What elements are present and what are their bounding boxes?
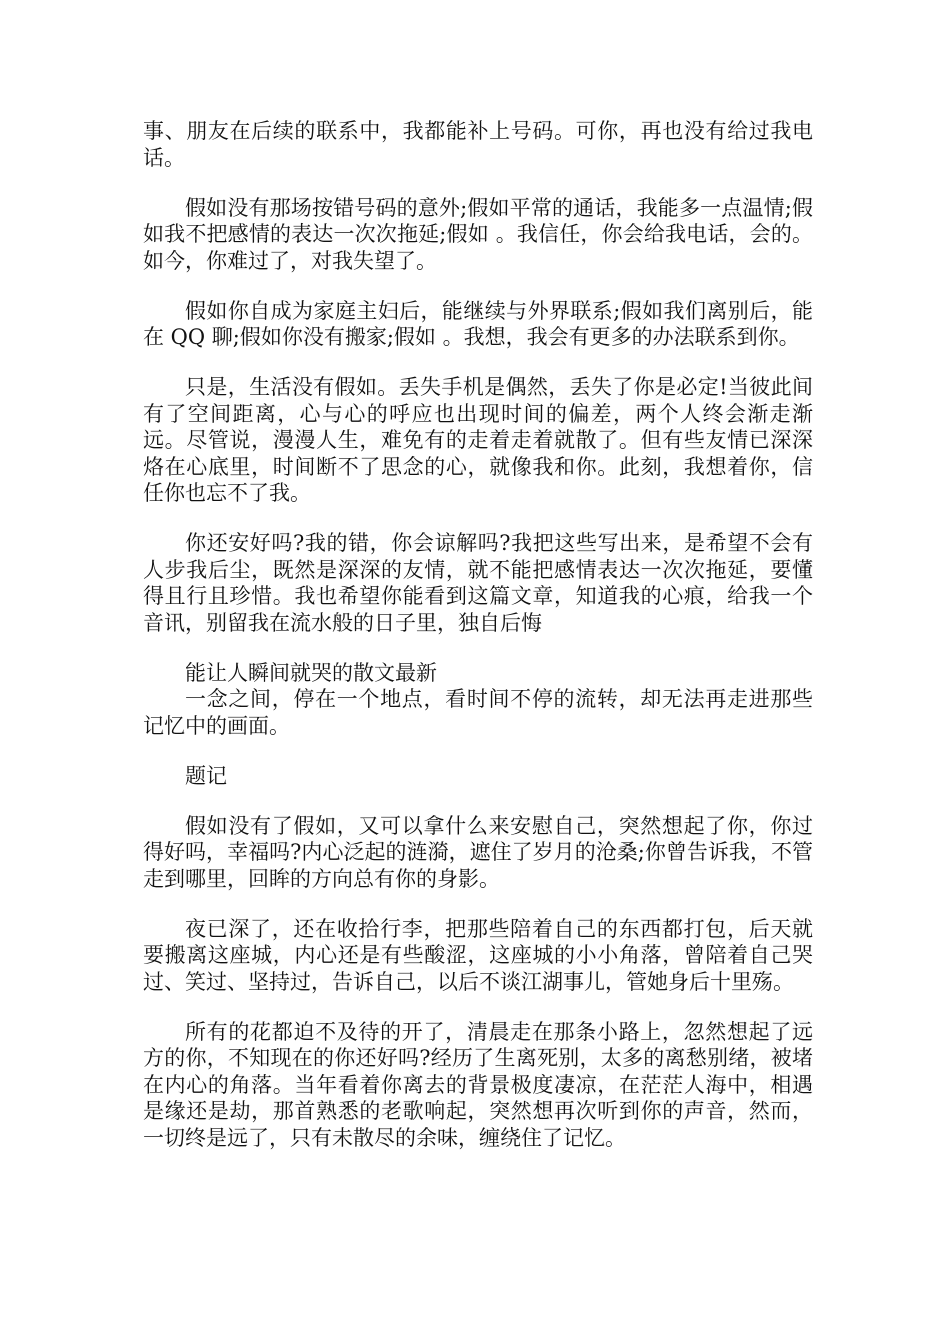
paragraph-4: 只是，生活没有假如。丢失手机是偶然，丢失了你是必定!当彼此间有了空间距离，心与心的呼应也出现时间的偏差，两个人终会渐走渐远。尽管说，漫漫人生，难免有的走着走着就散了。但有些友情已深深烙在心底里，时间断不了思念的心，就像我和你。此刻，我想着你，信任你也忘不了我。: [143, 375, 813, 505]
paragraph-5: 你还安好吗?我的错，你会谅解吗?我把这些写出来，是希望不会有人步我后尘，既然是深深的友情，就不能把感情表达一次次拖延，要懂得且行且珍惜。我也希望你能看到这篇文章，知道我的心痕，给我一个音讯，别留我在流水般的日子里，独自后悔: [143, 531, 813, 635]
document-body: [143, 118, 813, 1175]
paragraph-10: 夜已深了，还在收拾行李，把那些陪着自己的东西都打包，后天就要搬离这座城，内心还是有些酸涩，这座城的小小角落，曾陪着自己哭过、笑过、坚持过，告诉自己，以后不谈江湖事儿，管她身后十里殇。: [143, 916, 813, 994]
paragraph-11: 所有的花都迫不及待的开了，清晨走在那条小路上，忽然想起了远方的你，不知现在的你还好吗?经历了生离死别，太多的离愁别绪，被堵在内心的角落。当年看着你离去的背景极度凄凉，在茫茫人海中，相遇是缘还是劫，那首熟悉的老歌响起，突然想再次听到你的声音，然而，一切终是远了，只有未散尽的余味，缠绕住了记忆。: [143, 1019, 813, 1150]
paragraph-1: 事、朋友在后续的联系中，我都能补上号码。可你，再也没有给过我电话。: [143, 119, 813, 170]
epigraph-label: 题记: [185, 763, 227, 788]
paragraph-3: 假如你自成为家庭主妇后，能继续与外界联系;假如我们离别后，能在 QQ 聊;假如你没有搬家;假如 。我想，我会有更多的办法联系到你。: [143, 298, 813, 349]
paragraph-2: 假如没有那场按错号码的意外;假如平常的通话，我能多一点温情;假如我不把感情的表达一次次拖延;假如 。我信任，你会给我电话，会的。如今，你难过了，对我失望了。: [143, 195, 813, 273]
paragraph-9: 假如没有了假如，又可以拿什么来安慰自己，突然想起了你，你过得好吗，幸福吗?内心泛起的涟漪，遮住了岁月的沧桑;你曾告诉我，不管走到哪里，回眸的方向总有你的身影。: [143, 813, 813, 891]
epigraph-text: 一念之间，停在一个地点，看时间不停的流转，却无法再走进那些记忆中的画面。: [143, 687, 813, 738]
section-title: 能让人瞬间就哭的散文最新: [185, 660, 437, 685]
